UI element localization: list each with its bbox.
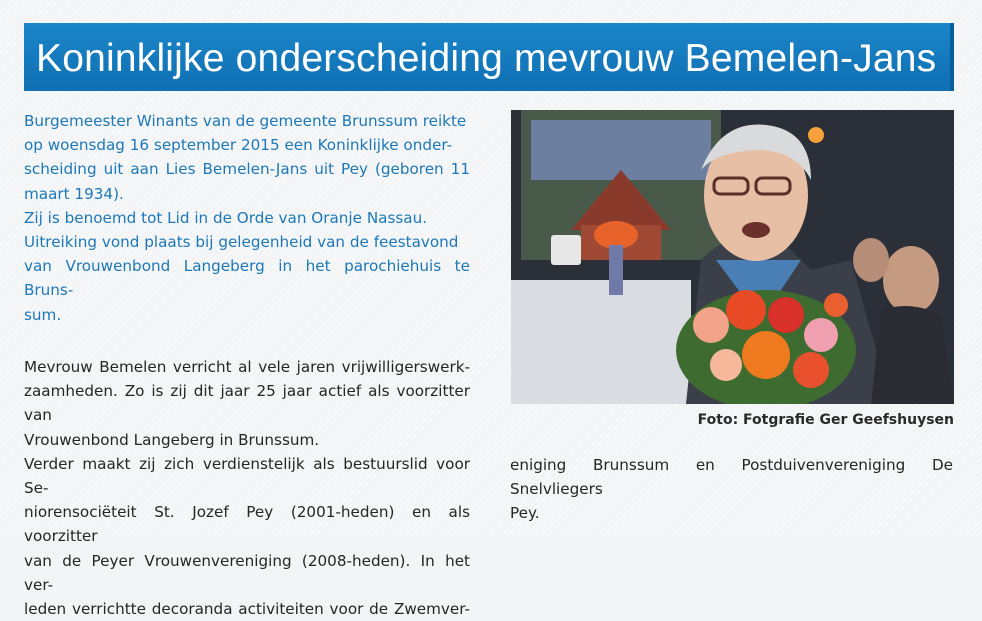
- intro-line: Uitreiking vond plaats bij gelegenheid van de feestavond: [24, 233, 459, 252]
- candle-jar: [551, 235, 581, 265]
- title-banner: [24, 23, 954, 91]
- body-line: niorensociëteit St. Jozef Pey (2001-heden) en als voorzitter: [24, 503, 470, 546]
- intro-line: Zij is benoemd tot Lid in de Orde van Oranje Nassau.: [24, 208, 428, 227]
- photo-illustration: [511, 110, 954, 404]
- body-line: van de Peyer Vrouwenvereniging (2008-heden). In het ver-: [24, 551, 470, 594]
- article-title: Koninklijke onderscheiding mevrouw Bemelen-Jans: [36, 37, 937, 80]
- body-line: Mevrouw Bemelen verricht al vele jaren vrijwilligerswerk-: [24, 358, 470, 376]
- body-line: Vrouwenbond Langeberg in Brunssum.: [24, 430, 320, 449]
- photo-caption: Foto: Fotgrafie Ger Geefshuysen: [697, 412, 954, 428]
- body-paragraph: [24, 355, 470, 621]
- intro-line: scheiding uit aan Lies Bemelen-Jans uit Pey (geboren 11: [24, 160, 470, 179]
- intro-paragraph: [24, 109, 470, 327]
- body-continued-paragraph: [510, 453, 953, 526]
- intro-line: maart 1934).: [24, 184, 124, 203]
- lamp: [808, 127, 824, 143]
- intro-line: op woensdag 16 september 2015 een Koninklijke onder-: [24, 136, 453, 155]
- intro-line: van Vrouwenbond Langeberg in het parochiehuis te Bruns-: [24, 257, 470, 300]
- body-line: leden verrichtte decoranda activiteiten voor de Zwemver-: [24, 600, 470, 619]
- intro-line: sum.: [24, 305, 62, 324]
- body-line: Pey.: [510, 504, 540, 523]
- intro-line: Burgemeester Winants van de gemeente Brunssum reikte: [24, 112, 467, 130]
- body-line: Verder maakt zij zich verdienstelijk als bestuurslid voor Se-: [24, 454, 470, 498]
- award-photo: [511, 110, 954, 404]
- flower-vase-bouquet: [594, 221, 638, 249]
- body-line: zaamheden. Zo is zij dit jaar 25 jaar actief als voorzitter van: [24, 382, 470, 425]
- body-line: eniging Brunssum en Postduivenvereniging De Snelvliegers: [510, 456, 953, 499]
- table: [511, 280, 691, 404]
